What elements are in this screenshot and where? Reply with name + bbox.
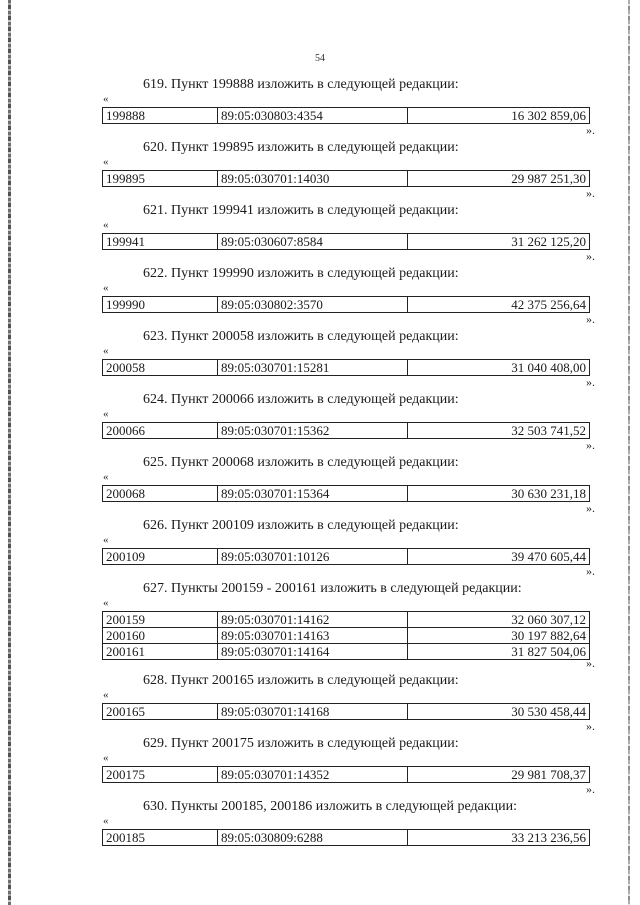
close-quote: ». (586, 375, 595, 389)
amendment-section (0, 265, 640, 328)
entry-table (102, 829, 590, 846)
cadastral-number-cell: 89:05:030701:14163 (218, 628, 408, 644)
close-quote: ». (586, 782, 595, 796)
item-number-cell: 200066 (103, 423, 218, 439)
item-number-cell: 200068 (103, 486, 218, 502)
cadastral-value-cell: 39 470 605,44 (408, 549, 590, 565)
entry-table (102, 766, 590, 783)
item-number-cell: 199895 (103, 171, 218, 187)
cadastral-number-cell: 89:05:030803:4354 (218, 108, 408, 124)
table-row (103, 108, 590, 124)
item-number-cell: 200175 (103, 767, 218, 783)
entry-table (102, 170, 590, 187)
item-number-cell: 200159 (103, 612, 218, 628)
table-row (103, 704, 590, 720)
amendment-section (0, 76, 640, 139)
table-row (103, 171, 590, 187)
item-number-cell: 200109 (103, 549, 218, 565)
item-number-cell: 199941 (103, 234, 218, 250)
open-quote: « (103, 534, 109, 546)
cadastral-value-cell: 16 302 859,06 (408, 108, 590, 124)
amendment-section (0, 139, 640, 202)
entry-table (102, 296, 590, 313)
cadastral-value-cell: 32 503 741,52 (408, 423, 590, 439)
amendment-heading: 623. Пункт 200058 изложить в следующей редакции: (143, 329, 459, 344)
cadastral-value-cell: 30 197 882,64 (408, 628, 590, 644)
cadastral-number-cell: 89:05:030701:14352 (218, 767, 408, 783)
open-quote: « (103, 219, 109, 231)
item-number-cell: 200161 (103, 644, 218, 660)
table-row (103, 234, 590, 250)
amendment-heading: 627. Пункты 200159 - 200161 изложить в следующей редакции: (143, 581, 522, 596)
cadastral-value-cell: 30 530 458,44 (408, 704, 590, 720)
amendment-section (0, 798, 640, 861)
cadastral-value-cell: 42 375 256,64 (408, 297, 590, 313)
table-row (103, 767, 590, 783)
open-quote: « (103, 471, 109, 483)
close-quote: ». (586, 249, 595, 263)
amendment-heading: 628. Пункт 200165 изложить в следующей редакции: (143, 673, 459, 688)
table-row (103, 423, 590, 439)
open-quote: « (103, 815, 109, 827)
amendment-section (0, 328, 640, 391)
page-number: 54 (315, 53, 325, 64)
amendment-section (0, 672, 640, 735)
close-quote: ». (586, 501, 595, 515)
cadastral-value-cell: 31 040 408,00 (408, 360, 590, 376)
amendment-heading: 622. Пункт 199990 изложить в следующей редакции: (143, 266, 459, 281)
cadastral-number-cell: 89:05:030701:14168 (218, 704, 408, 720)
entry-table (102, 107, 590, 124)
entry-table (102, 359, 590, 376)
close-quote: ». (586, 438, 595, 452)
cadastral-number-cell: 89:05:030802:3570 (218, 297, 408, 313)
item-number-cell: 199888 (103, 108, 218, 124)
cadastral-number-cell: 89:05:030701:14030 (218, 171, 408, 187)
cadastral-value-cell: 31 262 125,20 (408, 234, 590, 250)
amendment-heading: 629. Пункт 200175 изложить в следующей редакции: (143, 736, 459, 751)
close-quote: ». (586, 564, 595, 578)
close-quote: ». (586, 719, 595, 733)
close-quote: ». (586, 312, 595, 326)
cadastral-number-cell: 89:05:030607:8584 (218, 234, 408, 250)
item-number-cell: 200058 (103, 360, 218, 376)
amendment-heading: 621. Пункт 199941 изложить в следующей редакции: (143, 203, 459, 218)
amendment-heading: 620. Пункт 199895 изложить в следующей редакции: (143, 140, 459, 155)
entry-table (102, 233, 590, 250)
open-quote: « (103, 752, 109, 764)
table-row (103, 486, 590, 502)
cadastral-value-cell: 33 213 236,56 (408, 830, 590, 846)
cadastral-number-cell: 89:05:030701:14164 (218, 644, 408, 660)
amendment-section (0, 391, 640, 454)
close-quote: ». (586, 123, 595, 137)
cadastral-number-cell: 89:05:030701:15362 (218, 423, 408, 439)
table-row (103, 644, 590, 660)
amendment-heading: 619. Пункт 199888 изложить в следующей редакции: (143, 77, 459, 92)
amendment-section (0, 735, 640, 798)
entry-table (102, 703, 590, 720)
entry-table (102, 422, 590, 439)
cadastral-number-cell: 89:05:030701:15281 (218, 360, 408, 376)
cadastral-number-cell: 89:05:030809:6288 (218, 830, 408, 846)
table-row (103, 628, 590, 644)
open-quote: « (103, 597, 109, 609)
item-number-cell: 199990 (103, 297, 218, 313)
open-quote: « (103, 408, 109, 420)
open-quote: « (103, 93, 109, 105)
item-number-cell: 200165 (103, 704, 218, 720)
document-body (0, 76, 640, 861)
amendment-section (0, 202, 640, 265)
close-quote: ». (586, 186, 595, 200)
entry-table (102, 485, 590, 502)
table-row (103, 549, 590, 565)
amendment-heading: 624. Пункт 200066 изложить в следующей редакции: (143, 392, 459, 407)
amendment-heading: 630. Пункты 200185, 200186 изложить в следующей редакции: (143, 799, 518, 814)
close-quote: ». (586, 656, 595, 670)
amendment-section (0, 580, 640, 672)
entry-table (102, 548, 590, 565)
amendment-heading: 626. Пункт 200109 изложить в следующей редакции: (143, 518, 459, 533)
cadastral-number-cell: 89:05:030701:14162 (218, 612, 408, 628)
cadastral-number-cell: 89:05:030701:10126 (218, 549, 408, 565)
cadastral-value-cell: 32 060 307,12 (408, 612, 590, 628)
open-quote: « (103, 345, 109, 357)
entry-table (102, 611, 590, 660)
amendment-heading: 625. Пункт 200068 изложить в следующей редакции: (143, 455, 459, 470)
open-quote: « (103, 282, 109, 294)
open-quote: « (103, 689, 109, 701)
cadastral-value-cell: 30 630 231,18 (408, 486, 590, 502)
item-number-cell: 200160 (103, 628, 218, 644)
cadastral-value-cell: 31 827 504,06 (408, 644, 590, 660)
cadastral-value-cell: 29 981 708,37 (408, 767, 590, 783)
table-row (103, 360, 590, 376)
cadastral-value-cell: 29 987 251,30 (408, 171, 590, 187)
table-row (103, 297, 590, 313)
table-row (103, 612, 590, 628)
amendment-section (0, 454, 640, 517)
amendment-section (0, 517, 640, 580)
cadastral-number-cell: 89:05:030701:15364 (218, 486, 408, 502)
table-row (103, 830, 590, 846)
item-number-cell: 200185 (103, 830, 218, 846)
open-quote: « (103, 156, 109, 168)
